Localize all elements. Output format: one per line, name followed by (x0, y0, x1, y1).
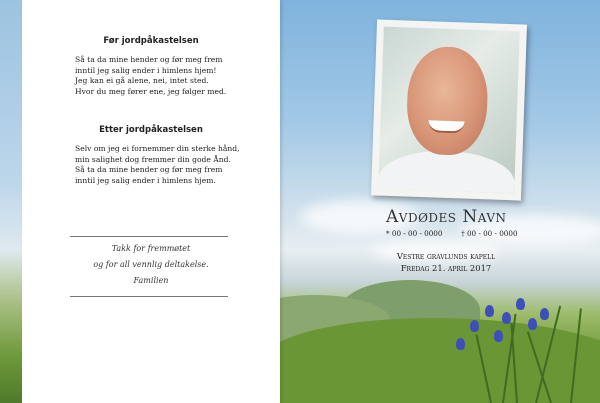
portrait-photo (378, 27, 520, 194)
gentian-flower (485, 305, 494, 317)
verse-line: Så ta da mine hender og før meg frem (75, 55, 223, 64)
verse-line: Så ta da mine hender og før meg frem (75, 165, 223, 175)
divider-bottom (70, 296, 228, 297)
gentian-flower (502, 312, 511, 324)
section-title-after: Etter jordpåkastelsen (99, 125, 203, 135)
death-date: † 00 - 00 - 0000 (461, 229, 518, 238)
verse-line: Selv om jeg ei fornemmer din sterke hånd, (75, 144, 240, 153)
service-info (388, 250, 504, 274)
birth-date: * 00 - 00 - 0000 (386, 229, 443, 238)
portrait-face (405, 46, 489, 157)
thanks-line: Takk for fremmøtet (111, 244, 191, 253)
gentian-flower (540, 308, 549, 320)
deceased-name: Avdødes Navn (386, 207, 507, 227)
divider-top (70, 236, 228, 237)
portrait-shoulders (378, 149, 515, 194)
verse-before (75, 55, 275, 97)
landscape-background-left (0, 0, 22, 403)
service-date: Fredag 21. april 2017 (400, 263, 492, 273)
left-page (22, 0, 280, 403)
gentian-flower (516, 298, 525, 310)
thank-you-note (22, 241, 280, 289)
verse-line: Hvor du meg fører ene, jeg følger med. (75, 86, 227, 96)
verse-after (75, 144, 275, 186)
verse-line: min salighet dog fremmer din gode Ånd. (75, 154, 231, 164)
gentian-flower (528, 318, 537, 330)
verse-line: inntil jeg salig ender i himlens hjem! (75, 65, 217, 75)
verse-line: inntil jeg salig ender i himlens hjem. (75, 175, 216, 185)
gentian-flower (494, 330, 503, 342)
service-location: Vestre gravlunds kapell (396, 251, 496, 261)
gentian-flower (470, 320, 479, 332)
section-title-before: Før jordpåkastelsen (103, 36, 199, 46)
thanks-signature: Familien (133, 276, 169, 285)
gentian-flower (456, 338, 465, 350)
portrait-frame (371, 19, 527, 200)
thanks-line: og for all vennlig deltakelse. (93, 260, 209, 269)
verse-line: Jeg kan ei gå alene, nei, intet sted. (75, 76, 209, 86)
life-dates (386, 229, 520, 238)
